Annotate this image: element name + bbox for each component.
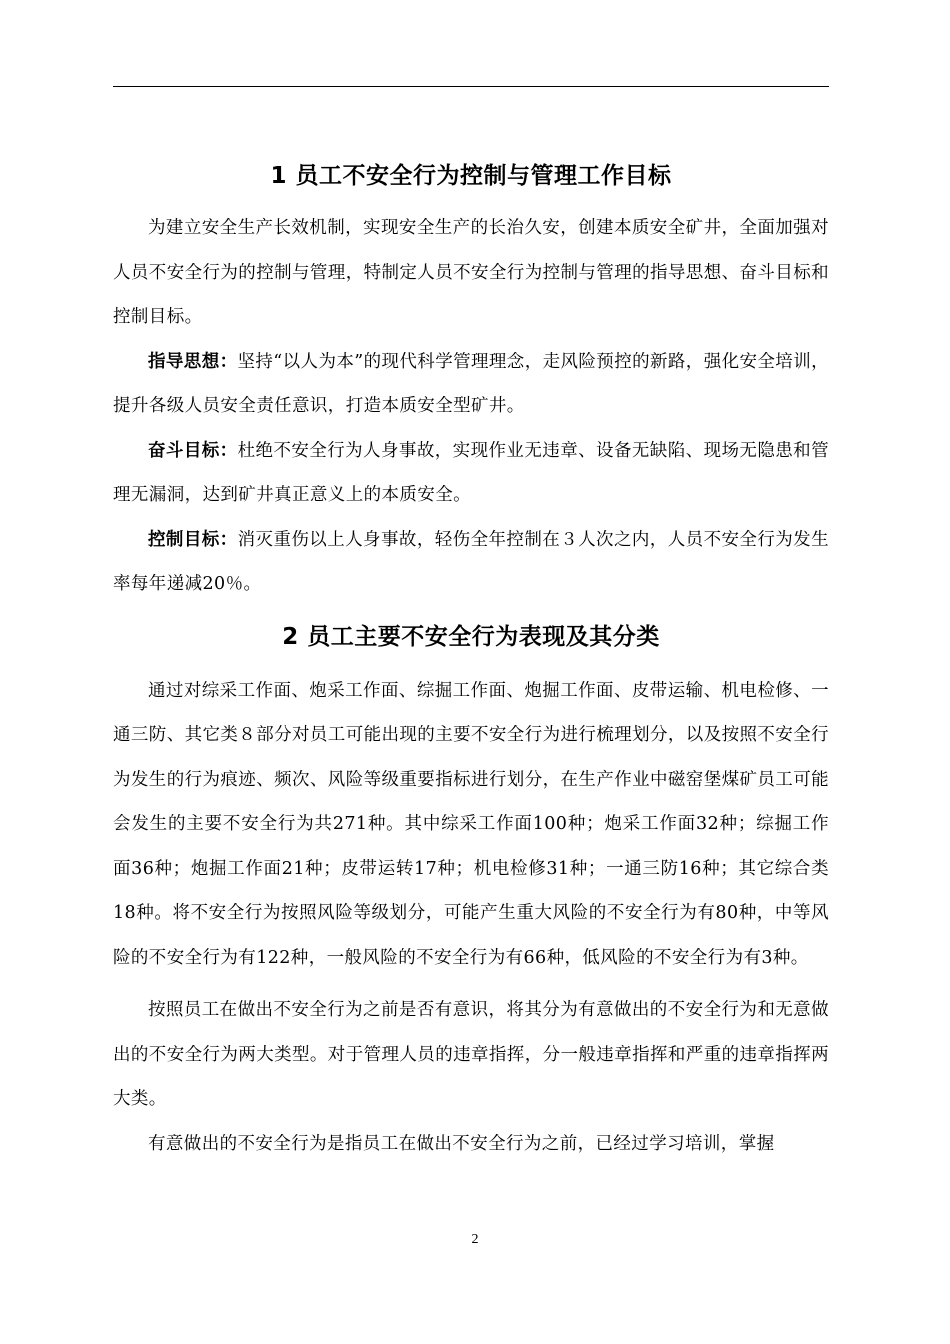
section-2-paragraph-1: 通过对综采工作面、炮采工作面、综掘工作面、炮掘工作面、皮带运输、机电检修、一通三防、其它类８部分对员工可能出现的主要不安全行为进行梳理划分，以及按照不安全行为发生的行为痕迹、频次、风险等级重要指标进行划分，在生产作业中磁窑堡煤矿员工可能会发生的主要不安全行为共271种。其中综采工作面100种；炮采工作面32种；综掘工作面36种；炮掘工作面21种；皮带运转17种；机电检修31种；一通三防16种；其它综合类18种。将不安全行为按照风险等级划分，可能产生重大风险的不安全行为有80种，中等风险的不安全行为有122种，一般风险的不安全行为有66种，低风险的不安全行为有3种。 [113, 680, 829, 968]
guiding-ideology-label: 指导思想： [148, 351, 238, 372]
section-1-heading: 1 员工不安全行为控制与管理工作目标 [270, 163, 672, 189]
section-1-intro: 为建立安全生产长效机制，实现安全生产的长治久安，创建本质安全矿井，全面加强对人员不安全行为的控制与管理，特制定人员不安全行为控制与管理的指导思想、奋斗目标和控制目标。 [113, 218, 829, 327]
section-2-heading: 2 员工主要不安全行为表现及其分类 [282, 623, 660, 650]
control-goal-label: 控制目标： [148, 529, 238, 550]
struggle-goal-text: 杜绝不安全行为人身事故，实现作业无违章、设备无缺陷、现场无隐患和管理无漏洞，达到矿井真正意义上的本质安全。 [113, 440, 829, 505]
section-2-paragraph-3: 有意做出的不安全行为是指员工在做出不安全行为之前，已经过学习培训，掌握 [148, 1133, 775, 1154]
control-goal-text: 消灭重伤以上人身事故，轻伤全年控制在３人次之内，人员不安全行为发生率每年递减20％。 [113, 529, 829, 594]
page-content [113, 150, 829, 1166]
struggle-goal-label: 奋斗目标： [148, 440, 238, 461]
guiding-ideology-paragraph [113, 340, 829, 429]
section-2-paragraph-2: 按照员工在做出不安全行为之前是否有意识，将其分为有意做出的不安全行为和无意做出的不安全行为两大类型。对于管理人员的违章指挥，分一般违章指挥和严重的违章指挥两大类。 [113, 1000, 829, 1109]
guiding-ideology-text: 坚持“以人为本”的现代科学管理理念，走风险预控的新路，强化安全培训，提升各级人员安全责任意识，打造本质安全型矿井。 [113, 351, 829, 416]
page-number: 2 [471, 1232, 479, 1247]
struggle-goal-paragraph [113, 429, 829, 518]
control-goal-paragraph [113, 518, 829, 607]
header-rule [113, 86, 829, 87]
